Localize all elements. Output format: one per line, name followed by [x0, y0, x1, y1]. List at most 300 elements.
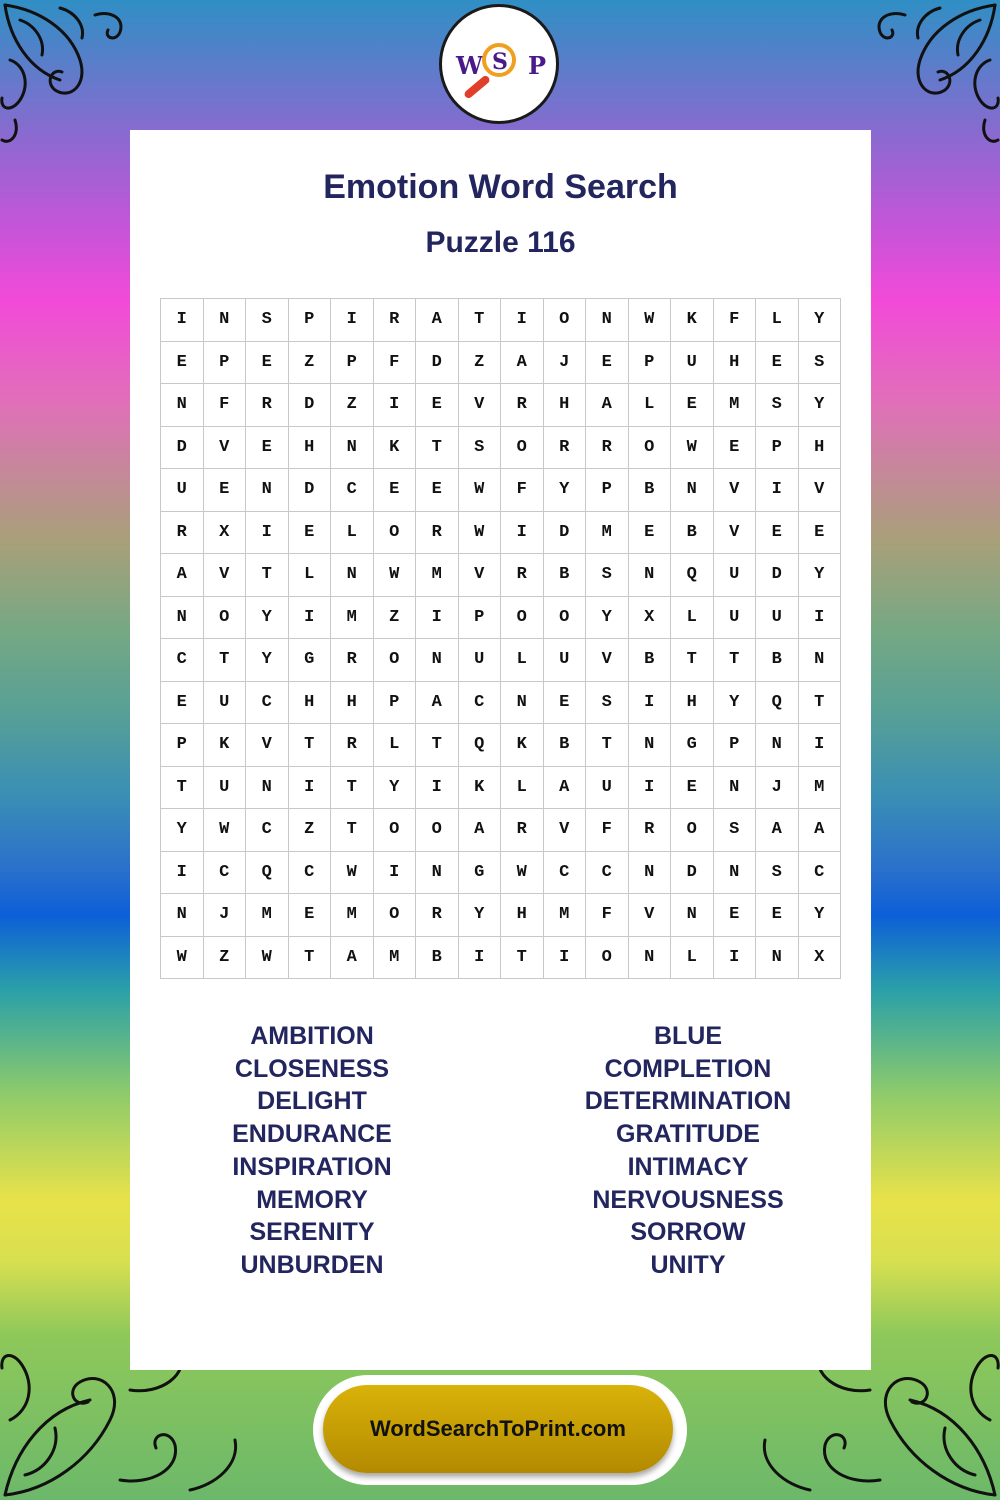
grid-cell[interactable]: U	[161, 469, 204, 512]
grid-cell[interactable]: I	[501, 511, 544, 554]
grid-cell[interactable]: C	[288, 851, 331, 894]
grid-cell[interactable]: P	[373, 681, 416, 724]
grid-cell[interactable]: P	[288, 299, 331, 342]
word-list-item: MEMORY	[256, 1185, 368, 1214]
grid-cell[interactable]: O	[671, 809, 714, 852]
grid-cell[interactable]: I	[373, 384, 416, 427]
grid-cell[interactable]: I	[161, 851, 204, 894]
grid-cell[interactable]: A	[416, 299, 459, 342]
corner-ornament-top-right	[850, 0, 1000, 150]
grid-cell[interactable]: F	[373, 341, 416, 384]
grid-cell[interactable]: Z	[373, 596, 416, 639]
grid-cell[interactable]: A	[458, 809, 501, 852]
grid-cell[interactable]: N	[671, 469, 714, 512]
grid-cell[interactable]: M	[373, 936, 416, 979]
grid-cell[interactable]: T	[288, 936, 331, 979]
grid-cell[interactable]: L	[501, 766, 544, 809]
grid-cell[interactable]: Y	[161, 809, 204, 852]
grid-cell[interactable]: S	[586, 554, 629, 597]
grid-cell[interactable]: E	[373, 469, 416, 512]
grid-cell[interactable]: H	[543, 384, 586, 427]
grid-cell[interactable]: A	[161, 554, 204, 597]
word-list-item: INTIMACY	[627, 1152, 749, 1181]
grid-cell[interactable]: S	[756, 384, 799, 427]
grid-cell[interactable]: T	[203, 639, 246, 682]
grid-cell[interactable]: N	[501, 681, 544, 724]
grid-cell[interactable]: N	[628, 724, 671, 767]
grid-cell[interactable]: F	[586, 809, 629, 852]
grid-cell[interactable]: N	[756, 936, 799, 979]
grid-cell[interactable]: V	[246, 724, 289, 767]
grid-cell[interactable]: O	[543, 596, 586, 639]
grid-cell[interactable]: Q	[671, 554, 714, 597]
grid-cell[interactable]: V	[203, 554, 246, 597]
grid-cell[interactable]: T	[331, 766, 374, 809]
grid-cell[interactable]: D	[288, 384, 331, 427]
grid-cell[interactable]: E	[161, 341, 204, 384]
grid-cell[interactable]: O	[628, 426, 671, 469]
grid-cell[interactable]: T	[586, 724, 629, 767]
grid-cell[interactable]: F	[586, 894, 629, 937]
grid-cell[interactable]: H	[331, 681, 374, 724]
grid-cell[interactable]: W	[203, 809, 246, 852]
grid-cell[interactable]: O	[501, 596, 544, 639]
grid-cell[interactable]: Z	[288, 341, 331, 384]
grid-cell[interactable]: E	[798, 511, 841, 554]
grid-cell[interactable]: T	[288, 724, 331, 767]
grid-cell[interactable]: B	[628, 469, 671, 512]
grid-cell[interactable]: E	[246, 426, 289, 469]
grid-cell[interactable]: E	[416, 384, 459, 427]
grid-cell[interactable]: I	[373, 851, 416, 894]
word-list-item: SORROW	[630, 1218, 746, 1247]
grid-cell[interactable]: W	[373, 554, 416, 597]
grid-cell[interactable]: E	[203, 469, 246, 512]
grid-cell[interactable]: N	[246, 469, 289, 512]
grid-cell[interactable]: Y	[798, 554, 841, 597]
grid-cell[interactable]: K	[671, 299, 714, 342]
grid-cell[interactable]: E	[671, 384, 714, 427]
grid-cell[interactable]: O	[373, 809, 416, 852]
site-logo[interactable]	[439, 4, 559, 124]
grid-cell[interactable]: U	[671, 341, 714, 384]
grid-cell[interactable]: A	[543, 766, 586, 809]
grid-cell[interactable]: Q	[756, 681, 799, 724]
grid-cell[interactable]: I	[288, 596, 331, 639]
grid-cell[interactable]: S	[798, 341, 841, 384]
logo-letter-w: W	[456, 51, 483, 80]
grid-cell[interactable]: C	[246, 681, 289, 724]
grid-cell[interactable]: E	[628, 511, 671, 554]
grid-cell[interactable]: E	[713, 426, 756, 469]
logo-letter-s: S	[492, 49, 508, 75]
grid-cell[interactable]: N	[713, 766, 756, 809]
logo-letter-p: P	[528, 51, 547, 80]
grid-cell[interactable]: I	[246, 511, 289, 554]
grid-cell[interactable]: I	[501, 299, 544, 342]
grid-cell[interactable]: N	[246, 766, 289, 809]
corner-ornament-top-left	[0, 0, 150, 150]
grid-cell[interactable]: E	[756, 341, 799, 384]
grid-cell[interactable]: W	[458, 469, 501, 512]
grid-cell[interactable]: B	[671, 511, 714, 554]
grid-cell[interactable]: R	[246, 384, 289, 427]
grid-cell[interactable]: R	[501, 809, 544, 852]
grid-cell[interactable]: Z	[458, 341, 501, 384]
grid-row	[161, 681, 841, 724]
grid-cell[interactable]: F	[203, 384, 246, 427]
grid-cell[interactable]: Q	[246, 851, 289, 894]
grid-cell[interactable]: K	[458, 766, 501, 809]
grid-cell[interactable]: W	[161, 936, 204, 979]
grid-cell[interactable]: M	[331, 596, 374, 639]
grid-cell[interactable]: S	[458, 426, 501, 469]
grid-cell[interactable]: V	[543, 809, 586, 852]
grid-cell[interactable]: L	[501, 639, 544, 682]
grid-cell[interactable]: E	[288, 894, 331, 937]
grid-cell[interactable]: B	[543, 554, 586, 597]
grid-cell[interactable]: O	[373, 511, 416, 554]
grid-cell[interactable]: P	[586, 469, 629, 512]
grid-cell[interactable]: Q	[458, 724, 501, 767]
grid-cell[interactable]: N	[586, 299, 629, 342]
grid-cell[interactable]: T	[671, 639, 714, 682]
grid-cell[interactable]: S	[756, 851, 799, 894]
grid-cell[interactable]: N	[203, 299, 246, 342]
grid-cell[interactable]: W	[628, 299, 671, 342]
grid-cell[interactable]: C	[331, 469, 374, 512]
grid-cell[interactable]: P	[331, 341, 374, 384]
grid-cell[interactable]: B	[628, 639, 671, 682]
grid-cell[interactable]: O	[543, 299, 586, 342]
grid-cell[interactable]: R	[628, 809, 671, 852]
grid-cell[interactable]: N	[416, 639, 459, 682]
word-list-item: GRATITUDE	[616, 1120, 760, 1149]
grid-cell[interactable]: L	[671, 596, 714, 639]
grid-cell[interactable]: Y	[798, 894, 841, 937]
grid-cell[interactable]: O	[586, 936, 629, 979]
grid-cell[interactable]: I	[331, 299, 374, 342]
grid-cell[interactable]: T	[713, 639, 756, 682]
grid-cell[interactable]: R	[501, 384, 544, 427]
grid-cell[interactable]: L	[756, 299, 799, 342]
grid-cell[interactable]: J	[756, 766, 799, 809]
grid-cell[interactable]: E	[756, 511, 799, 554]
grid-cell[interactable]: H	[288, 681, 331, 724]
grid-cell[interactable]: N	[798, 639, 841, 682]
grid-cell[interactable]: K	[501, 724, 544, 767]
grid-cell[interactable]: I	[756, 469, 799, 512]
grid-cell[interactable]: N	[161, 384, 204, 427]
grid-cell[interactable]: H	[501, 894, 544, 937]
grid-cell[interactable]: O	[373, 894, 416, 937]
grid-cell[interactable]: I	[543, 936, 586, 979]
grid-cell[interactable]: S	[586, 681, 629, 724]
grid-cell[interactable]: I	[628, 681, 671, 724]
grid-cell[interactable]: C	[543, 851, 586, 894]
grid-cell[interactable]: C	[246, 809, 289, 852]
grid-cell[interactable]: E	[288, 511, 331, 554]
grid-cell[interactable]: D	[161, 426, 204, 469]
grid-cell[interactable]: K	[203, 724, 246, 767]
grid-cell[interactable]: R	[586, 426, 629, 469]
grid-cell[interactable]: V	[713, 469, 756, 512]
grid-cell[interactable]: W	[501, 851, 544, 894]
grid-cell[interactable]: Y	[543, 469, 586, 512]
page-title: Emotion Word Search	[323, 168, 678, 206]
grid-cell[interactable]: X	[203, 511, 246, 554]
word-list-right	[523, 1020, 853, 1282]
grid-cell[interactable]: R	[373, 299, 416, 342]
grid-cell[interactable]: S	[246, 299, 289, 342]
grid-cell[interactable]: A	[586, 384, 629, 427]
grid-cell[interactable]: N	[756, 724, 799, 767]
grid-cell[interactable]: V	[713, 511, 756, 554]
grid-cell[interactable]: C	[798, 851, 841, 894]
grid-cell[interactable]: U	[756, 596, 799, 639]
grid-cell[interactable]: R	[416, 511, 459, 554]
grid-cell[interactable]: P	[161, 724, 204, 767]
word-list-item: DETERMINATION	[584, 1087, 792, 1116]
grid-cell[interactable]: M	[713, 384, 756, 427]
grid-cell[interactable]: U	[458, 639, 501, 682]
grid-cell[interactable]: T	[416, 724, 459, 767]
grid-cell[interactable]: E	[586, 341, 629, 384]
grid-cell[interactable]: U	[586, 766, 629, 809]
word-list-item: COMPLETION	[604, 1054, 772, 1083]
grid-cell[interactable]: J	[543, 341, 586, 384]
grid-cell[interactable]: M	[331, 894, 374, 937]
grid-row	[161, 936, 841, 979]
grid-cell[interactable]: Y	[798, 384, 841, 427]
grid-cell[interactable]: D	[543, 511, 586, 554]
grid-cell[interactable]: B	[416, 936, 459, 979]
grid-cell[interactable]: T	[798, 681, 841, 724]
grid-cell[interactable]: J	[203, 894, 246, 937]
grid-cell[interactable]: E	[416, 469, 459, 512]
grid-cell[interactable]: P	[756, 426, 799, 469]
grid-cell[interactable]: Y	[713, 681, 756, 724]
grid-cell[interactable]: W	[458, 511, 501, 554]
grid-cell[interactable]: T	[161, 766, 204, 809]
grid-cell[interactable]: W	[671, 426, 714, 469]
word-list-item: DELIGHT	[257, 1087, 367, 1116]
word-list-item: ENDURANCE	[232, 1120, 392, 1149]
grid-cell[interactable]: V	[586, 639, 629, 682]
grid-cell[interactable]: V	[458, 554, 501, 597]
grid-cell[interactable]: O	[373, 639, 416, 682]
grid-cell[interactable]: B	[756, 639, 799, 682]
grid-cell[interactable]: A	[501, 341, 544, 384]
grid-cell[interactable]: L	[671, 936, 714, 979]
grid-cell[interactable]: U	[543, 639, 586, 682]
grid-cell[interactable]: I	[798, 596, 841, 639]
grid-cell[interactable]: X	[628, 596, 671, 639]
word-list-item: BLUE	[653, 1022, 723, 1050]
grid-cell[interactable]: N	[416, 851, 459, 894]
grid-cell[interactable]: K	[373, 426, 416, 469]
word-list-item: AMBITION	[250, 1022, 374, 1050]
grid-cell[interactable]: U	[713, 554, 756, 597]
grid-cell[interactable]: S	[713, 809, 756, 852]
letter-grid	[160, 298, 841, 979]
grid-cell[interactable]: H	[288, 426, 331, 469]
grid-cell[interactable]: U	[713, 596, 756, 639]
grid-cell[interactable]: P	[713, 724, 756, 767]
word-list-item: UNITY	[650, 1250, 726, 1279]
grid-cell[interactable]: H	[671, 681, 714, 724]
grid-cell[interactable]: W	[246, 936, 289, 979]
grid-cell[interactable]: N	[161, 596, 204, 639]
grid-cell[interactable]: T	[331, 809, 374, 852]
grid-row	[161, 426, 841, 469]
grid-cell[interactable]: Y	[586, 596, 629, 639]
grid-row	[161, 639, 841, 682]
grid-cell[interactable]: D	[288, 469, 331, 512]
grid-cell[interactable]: P	[628, 341, 671, 384]
grid-cell[interactable]: C	[458, 681, 501, 724]
grid-row	[161, 766, 841, 809]
grid-cell[interactable]: O	[501, 426, 544, 469]
grid-cell[interactable]: E	[161, 681, 204, 724]
grid-cell[interactable]: C	[161, 639, 204, 682]
grid-cell[interactable]: E	[543, 681, 586, 724]
grid-cell[interactable]: C	[203, 851, 246, 894]
grid-cell[interactable]: Z	[331, 384, 374, 427]
grid-cell[interactable]: C	[586, 851, 629, 894]
grid-cell[interactable]: D	[756, 554, 799, 597]
grid-cell[interactable]: G	[288, 639, 331, 682]
grid-cell[interactable]: N	[671, 894, 714, 937]
grid-cell[interactable]: N	[628, 936, 671, 979]
grid-cell[interactable]: T	[458, 299, 501, 342]
grid-cell[interactable]: M	[246, 894, 289, 937]
grid-cell[interactable]: N	[161, 894, 204, 937]
grid-cell[interactable]: X	[798, 936, 841, 979]
grid-cell[interactable]: R	[543, 426, 586, 469]
grid-row	[161, 851, 841, 894]
grid-cell[interactable]: A	[756, 809, 799, 852]
grid-cell[interactable]: R	[161, 511, 204, 554]
grid-cell[interactable]: L	[288, 554, 331, 597]
grid-cell[interactable]: I	[458, 936, 501, 979]
grid-cell[interactable]: I	[416, 766, 459, 809]
grid-row	[161, 724, 841, 767]
grid-cell[interactable]: E	[246, 341, 289, 384]
grid-cell[interactable]: T	[416, 426, 459, 469]
grid-cell[interactable]: I	[628, 766, 671, 809]
grid-cell[interactable]: U	[203, 766, 246, 809]
grid-cell[interactable]: L	[373, 724, 416, 767]
grid-cell[interactable]: P	[458, 596, 501, 639]
grid-cell[interactable]: V	[203, 426, 246, 469]
grid-cell[interactable]: F	[501, 469, 544, 512]
grid-cell[interactable]: V	[628, 894, 671, 937]
grid-cell[interactable]: H	[713, 341, 756, 384]
site-link-button[interactable]	[313, 1375, 687, 1485]
grid-cell[interactable]: Z	[288, 809, 331, 852]
grid-cell[interactable]: E	[671, 766, 714, 809]
grid-cell[interactable]: R	[331, 639, 374, 682]
grid-cell[interactable]: I	[713, 936, 756, 979]
grid-cell[interactable]: L	[331, 511, 374, 554]
grid-row	[161, 809, 841, 852]
grid-cell[interactable]: M	[543, 894, 586, 937]
grid-cell[interactable]: G	[458, 851, 501, 894]
grid-cell[interactable]: A	[331, 936, 374, 979]
grid-cell[interactable]: A	[416, 681, 459, 724]
grid-cell[interactable]: M	[416, 554, 459, 597]
grid-cell[interactable]: Y	[373, 766, 416, 809]
grid-cell[interactable]: N	[331, 554, 374, 597]
grid-cell[interactable]: N	[713, 851, 756, 894]
grid-cell[interactable]: N	[628, 554, 671, 597]
grid-cell[interactable]: D	[671, 851, 714, 894]
grid-cell[interactable]: L	[628, 384, 671, 427]
grid-cell[interactable]: I	[416, 596, 459, 639]
grid-cell[interactable]: I	[798, 724, 841, 767]
grid-row	[161, 469, 841, 512]
grid-cell[interactable]: R	[416, 894, 459, 937]
grid-cell[interactable]: I	[161, 299, 204, 342]
puzzle-number: Puzzle 116	[425, 226, 576, 259]
grid-cell[interactable]: M	[798, 766, 841, 809]
grid-cell[interactable]: H	[798, 426, 841, 469]
grid-cell[interactable]: T	[246, 554, 289, 597]
grid-cell[interactable]: W	[331, 851, 374, 894]
grid-cell[interactable]: E	[713, 894, 756, 937]
grid-cell[interactable]: G	[671, 724, 714, 767]
grid-cell[interactable]: O	[203, 596, 246, 639]
grid-cell[interactable]: M	[586, 511, 629, 554]
grid-cell[interactable]: V	[798, 469, 841, 512]
grid-cell[interactable]: Y	[246, 596, 289, 639]
grid-cell[interactable]: V	[458, 384, 501, 427]
word-list-item: SERENITY	[249, 1218, 375, 1247]
grid-row	[161, 341, 841, 384]
grid-cell[interactable]: E	[756, 894, 799, 937]
grid-cell[interactable]: A	[798, 809, 841, 852]
grid-cell[interactable]: B	[543, 724, 586, 767]
puzzle-card	[130, 130, 871, 1370]
grid-cell[interactable]: T	[501, 936, 544, 979]
grid-cell[interactable]: Y	[458, 894, 501, 937]
grid-cell[interactable]: R	[331, 724, 374, 767]
grid-row	[161, 596, 841, 639]
grid-cell[interactable]: Z	[203, 936, 246, 979]
word-list-item: NERVOUSNESS	[592, 1185, 784, 1214]
grid-cell[interactable]: I	[288, 766, 331, 809]
grid-cell[interactable]: Y	[798, 299, 841, 342]
grid-cell[interactable]: Y	[246, 639, 289, 682]
word-list-left	[147, 1020, 477, 1282]
grid-row	[161, 299, 841, 342]
grid-cell[interactable]: U	[203, 681, 246, 724]
word-list-item: UNBURDEN	[240, 1250, 384, 1279]
grid-cell[interactable]: R	[501, 554, 544, 597]
grid-cell[interactable]: P	[203, 341, 246, 384]
word-list-item: INSPIRATION	[232, 1152, 392, 1181]
grid-cell[interactable]: O	[416, 809, 459, 852]
grid-cell[interactable]: N	[331, 426, 374, 469]
site-link-label[interactable]: WordSearchToPrint.com	[323, 1385, 673, 1473]
grid-cell[interactable]: N	[628, 851, 671, 894]
grid-cell[interactable]: D	[416, 341, 459, 384]
grid-row	[161, 384, 841, 427]
grid-row	[161, 554, 841, 597]
grid-cell[interactable]: F	[713, 299, 756, 342]
grid-row	[161, 511, 841, 554]
